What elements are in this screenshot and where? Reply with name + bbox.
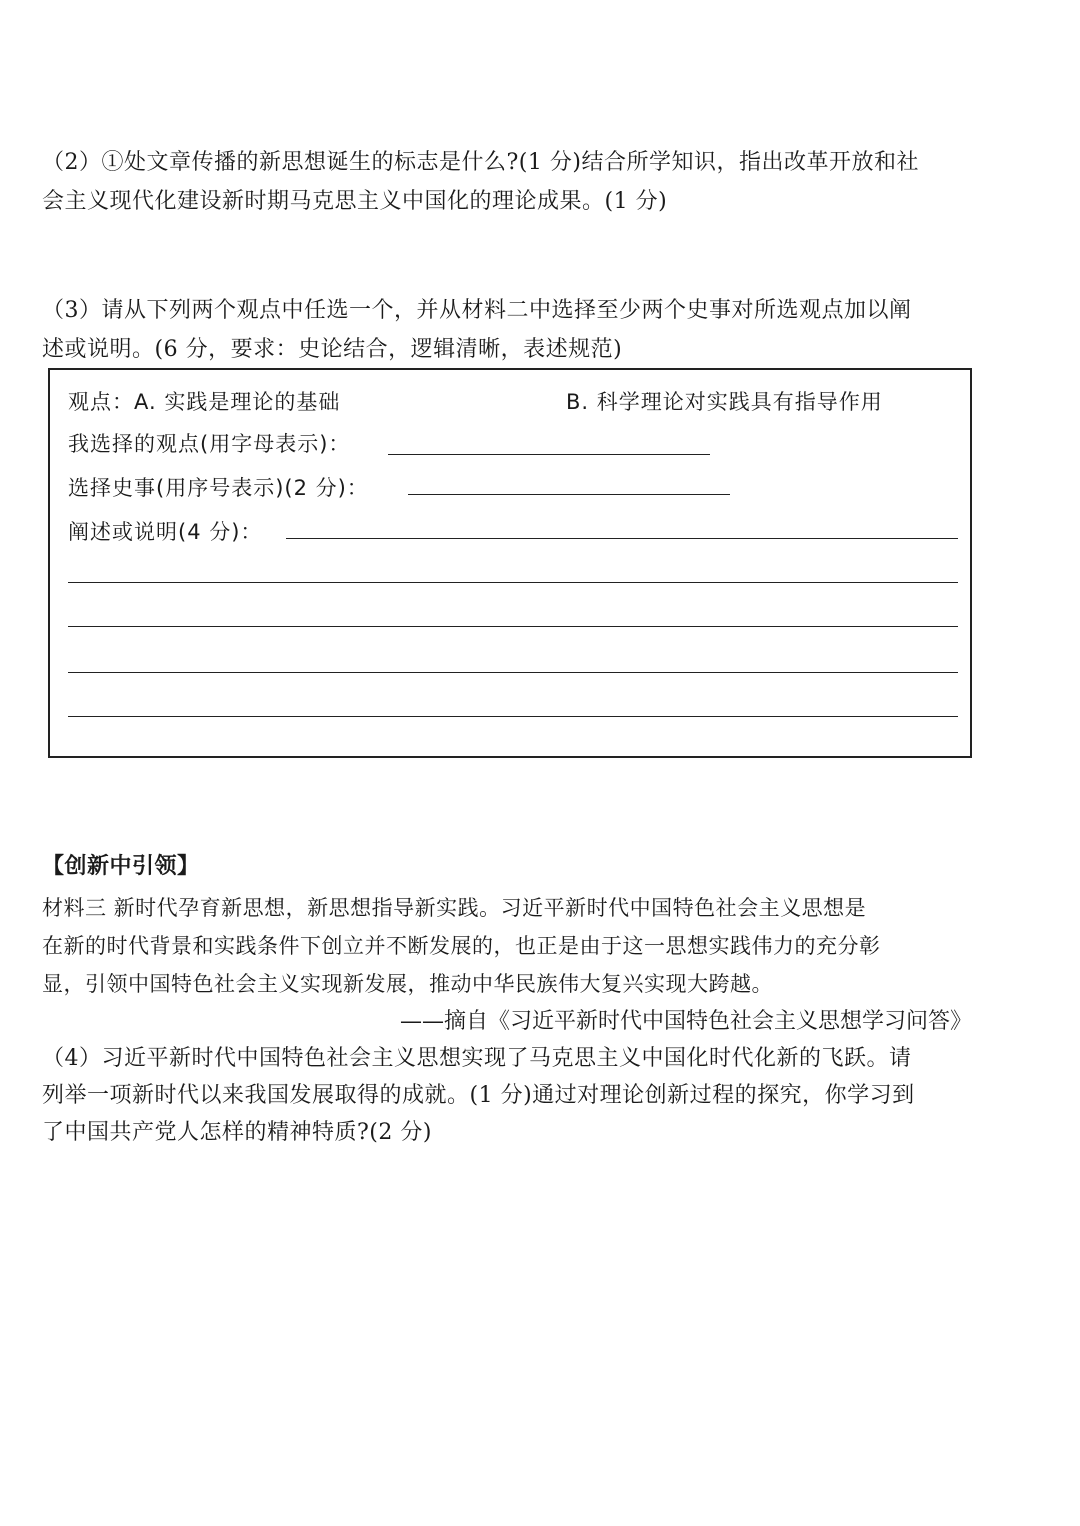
material-3-line-1: 材料三 新时代孕育新思想，新思想指导新实践。习近平新时代中国特色社会主义思想是 xyxy=(42,896,867,920)
explain-field-line-3[interactable] xyxy=(68,626,958,627)
material-3-line-2: 在新的时代背景和实践条件下创立并不断发展的，也正是由于这一思想实践伟力的充分彰 xyxy=(42,934,881,958)
q2-line-2: 会主义现代化建设新时期马克思主义中国化的理论成果。(1 分) xyxy=(42,189,668,214)
choose-viewpoint-label: 我选择的观点(用字母表示)： xyxy=(68,432,351,456)
q4-line-2: 列举一项新时代以来我国发展取得的成就。(1 分)通过对理论创新过程的探究，你学习到 xyxy=(42,1083,915,1108)
explain-field-line-4[interactable] xyxy=(68,672,958,673)
viewpoint-a: 观点：A. 实践是理论的基础 xyxy=(68,390,341,414)
explain-field-line-5[interactable] xyxy=(68,716,958,717)
answer-box xyxy=(48,368,972,758)
q3-line-2: 述或说明。(6 分，要求：史论结合，逻辑清晰，表述规范) xyxy=(42,337,623,362)
q3-line-1: （3）请从下列两个观点中任选一个，并从材料二中选择至少两个史事对所选观点加以阐 xyxy=(42,298,912,323)
q4-line-1: （4）习近平新时代中国特色社会主义思想实现了马克思主义中国化时代化新的飞跃。请 xyxy=(42,1046,912,1071)
material-3-line-3: 显，引领中国特色社会主义实现新发展，推动中华民族伟大复兴实现大跨越。 xyxy=(42,972,773,996)
select-events-label: 选择史事(用序号表示)(2 分)： xyxy=(68,476,369,500)
q4-line-3: 了中国共产党人怎样的精神特质?(2 分) xyxy=(42,1120,432,1145)
choose-viewpoint-field[interactable] xyxy=(388,454,710,455)
material-3-source: ——摘自《习近平新时代中国特色社会主义思想学习问答》 xyxy=(399,1009,972,1034)
explain-field-line-2[interactable] xyxy=(68,582,958,583)
explain-label: 阐述或说明(4 分)： xyxy=(68,520,263,544)
select-events-field[interactable] xyxy=(408,494,730,495)
explain-field-line-1[interactable] xyxy=(286,538,958,539)
q2-line-1: （2）①处文章传播的新思想诞生的标志是什么?(1 分)结合所学知识，指出改革开放和社 xyxy=(42,150,919,175)
section-title: 【创新中引领】 xyxy=(42,854,200,879)
viewpoint-b: B. 科学理论对实践具有指导作用 xyxy=(566,390,883,414)
